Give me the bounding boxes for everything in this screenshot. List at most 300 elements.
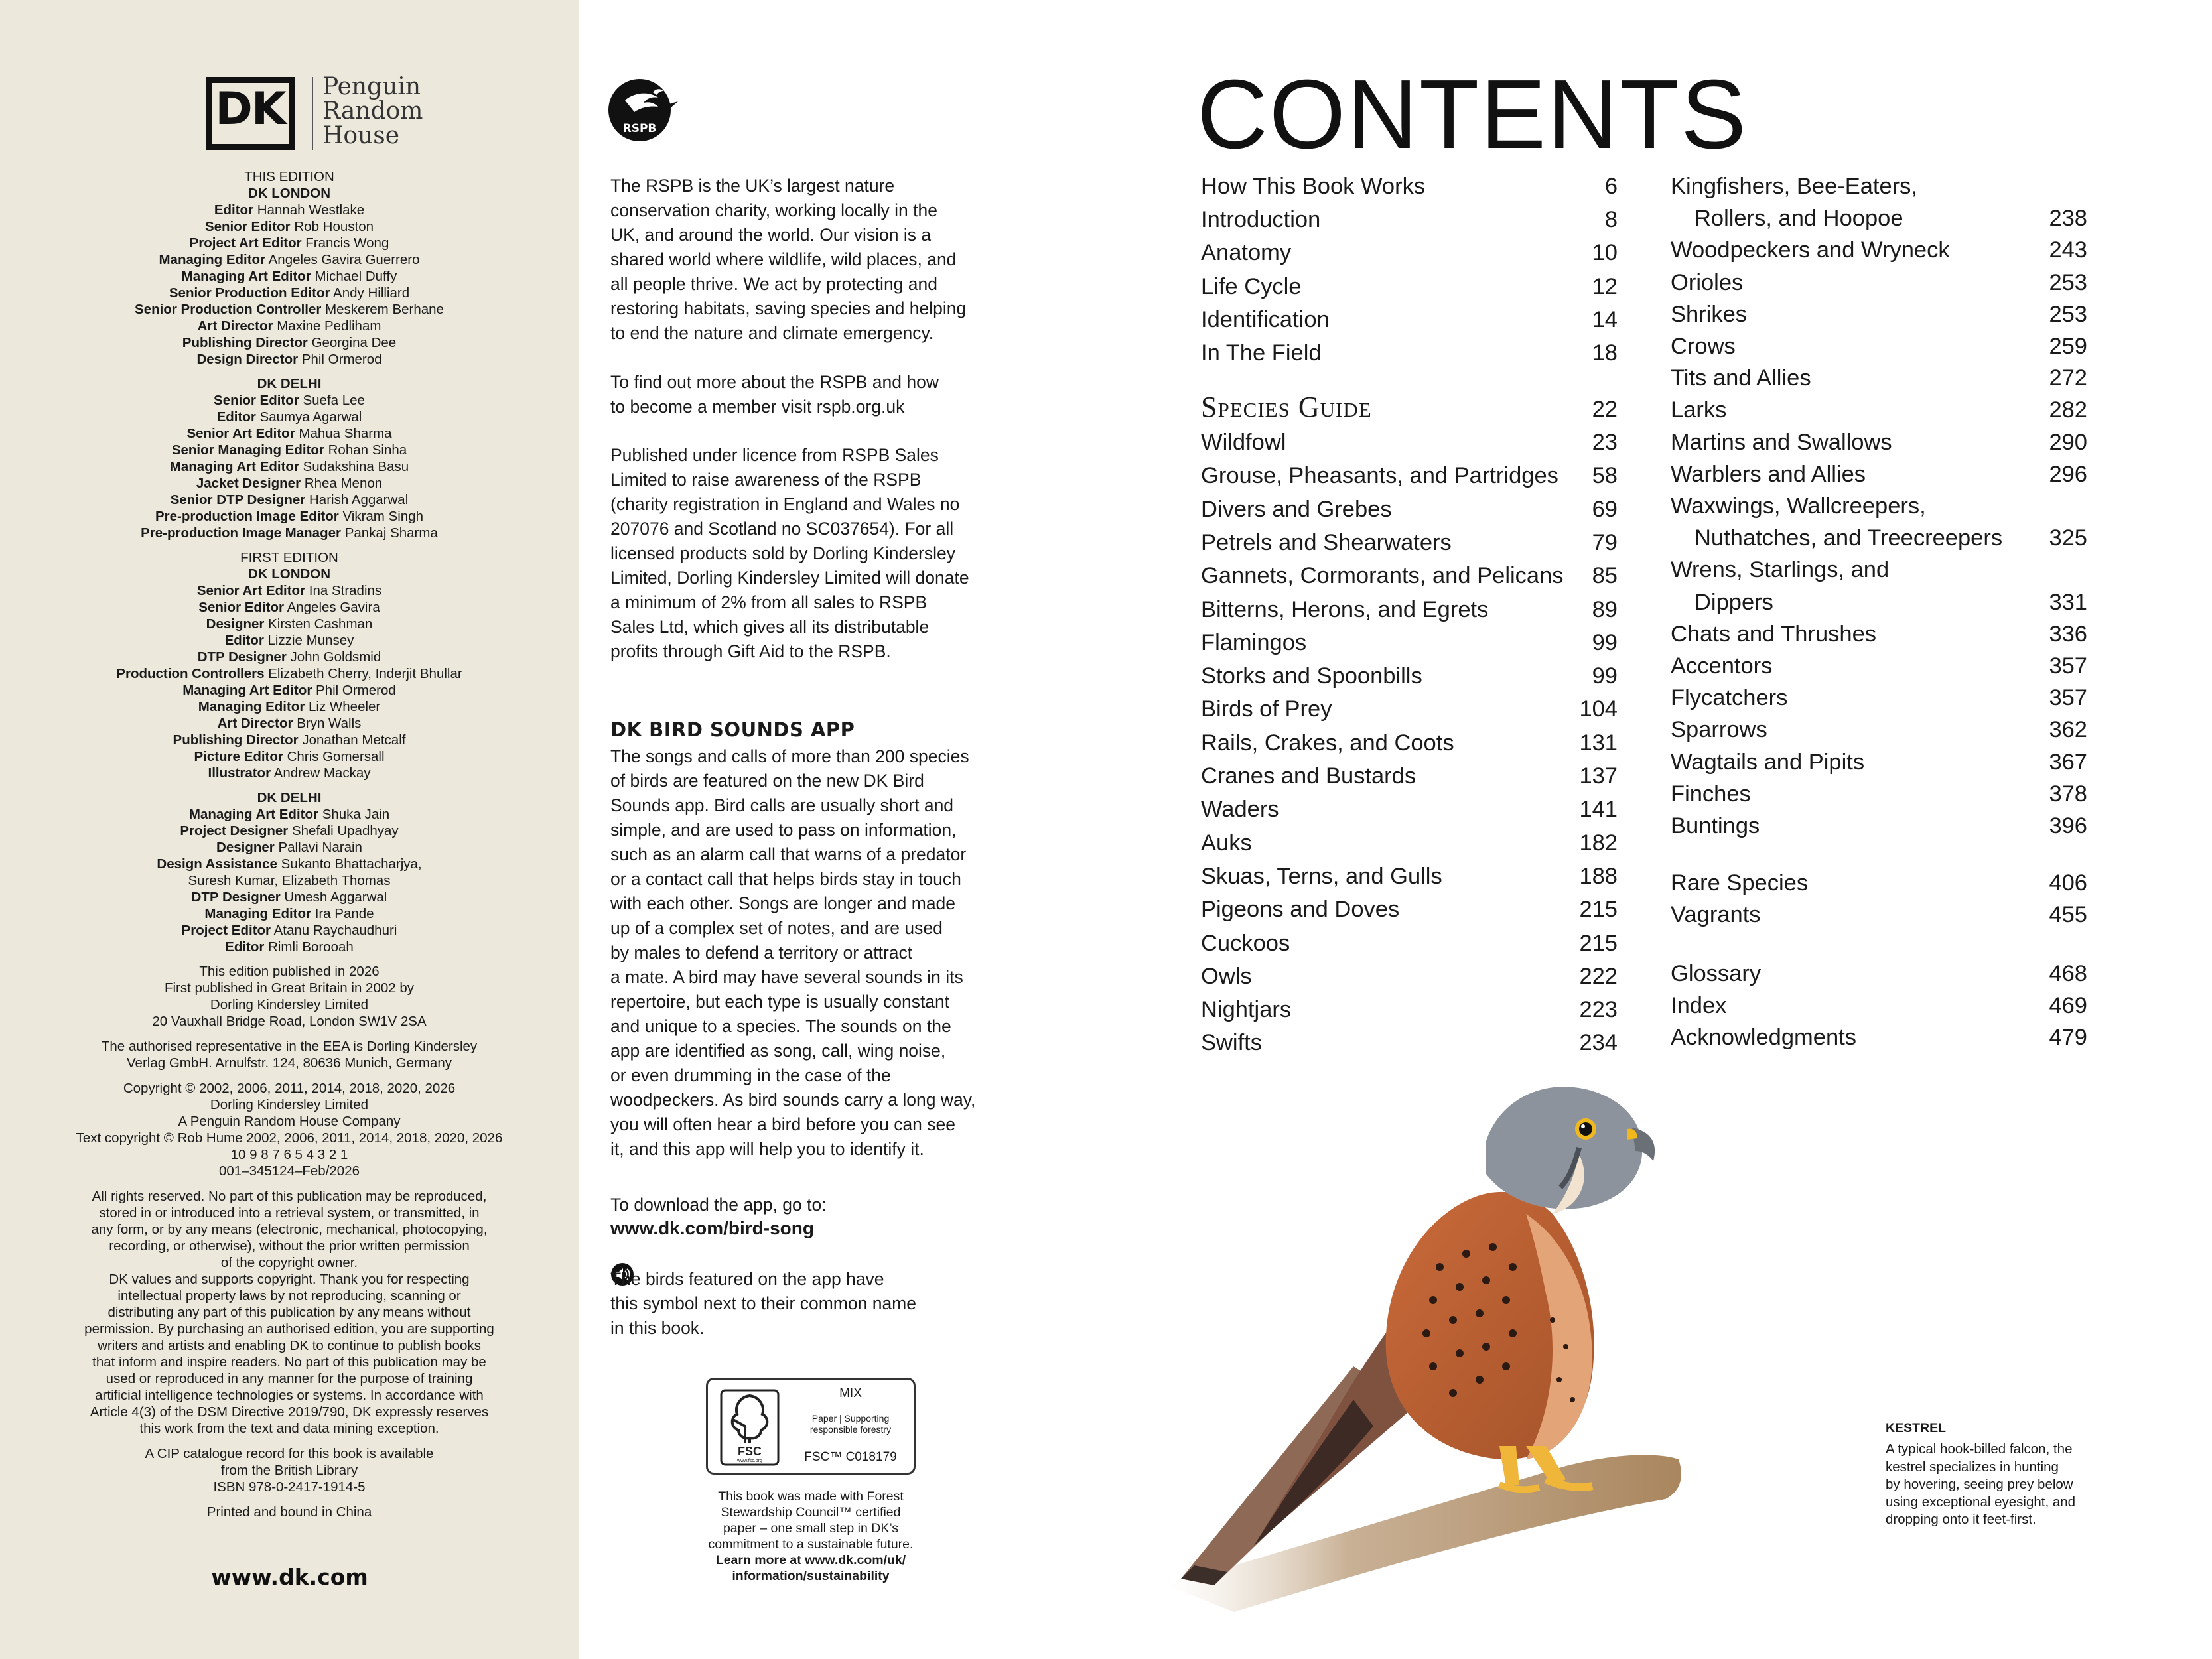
toc-page-number: 79 <box>1592 529 1618 555</box>
text-line: to end the nature and climate emergency. <box>610 323 934 343</box>
text-line: intellectual property laws by not reproducing, scanning or <box>117 1288 461 1303</box>
svg-text:RSPB: RSPB <box>622 122 657 135</box>
text-line: Sounds app. Bird calls are usually short and <box>610 795 954 815</box>
credit-name: Rimli Borooah <box>268 939 354 955</box>
text-line: A Penguin Random House Company <box>178 1114 401 1129</box>
text-line: permission. By purchasing an authorised edition, you are supporting <box>84 1321 494 1337</box>
text-line: distributing any part of this publication by any means without <box>107 1305 471 1320</box>
toc-entry[interactable]: Chats and Thrushes <box>1671 621 1877 647</box>
credit-role: Managing Art Editor <box>188 807 318 822</box>
credit-name: Rohan Sinha <box>328 442 407 458</box>
credit-name: Lizzie Munsey <box>267 633 354 648</box>
credit-role: Designer <box>216 840 275 855</box>
text-line: Verlag GmbH. Arnulfstr. 124, 80636 Munich, Germany <box>127 1055 452 1071</box>
printed-in: Printed and bound in China <box>206 1504 372 1520</box>
text-line: using exceptional eyesight, and <box>1886 1494 2076 1510</box>
credit-line <box>53 823 525 839</box>
toc-entry[interactable]: Introduction <box>1201 207 1321 233</box>
logo-divider <box>312 77 313 150</box>
text-line: Sales Ltd, which gives all its distributable <box>610 617 930 637</box>
cip-record <box>53 1445 525 1495</box>
toc-entry[interactable]: Flamingos <box>1201 630 1307 655</box>
toc-page-number: 253 <box>2049 269 2087 295</box>
this-edition-heading: THIS EDITION <box>244 169 334 184</box>
toc-page-number: 215 <box>1579 930 1618 956</box>
toc-page-number: 396 <box>2049 813 2087 838</box>
credit-role: Senior Editor <box>214 393 299 408</box>
text-line: The birds featured on the app have <box>610 1269 884 1289</box>
contents-title: CONTENTS <box>1197 60 1748 169</box>
text-line: Published under licence from RSPB Sales <box>610 445 939 465</box>
toc-page-number: 14 <box>1592 306 1618 332</box>
credit-line <box>53 649 525 665</box>
credit-role: Senior Production Editor <box>169 285 330 300</box>
text-line: 001–345124–Feb/2026 <box>218 1163 360 1179</box>
toc-page-number: 222 <box>1579 963 1618 989</box>
credit-name: Andrew Mackay <box>273 765 371 781</box>
toc-entry[interactable]: Orioles <box>1671 269 1744 295</box>
credit-name: Angeles Gavira Guerrero <box>268 252 420 267</box>
credit-role: Jacket Designer <box>196 476 301 491</box>
fsc-mix: MIX <box>839 1386 862 1400</box>
toc-page-number: 131 <box>1579 730 1618 756</box>
text-line: 10 9 8 7 6 5 4 3 2 1 <box>230 1147 348 1162</box>
text-line: UK, and around the world. Our vision is a <box>610 225 932 245</box>
credit-line <box>53 442 525 458</box>
this-edition-london <box>53 168 525 367</box>
credit-name: Angeles Gavira <box>287 600 380 615</box>
toc-entry[interactable]: Vagrants <box>1671 902 1761 928</box>
toc-entry[interactable]: Larks <box>1671 397 1727 423</box>
text-line: A typical hook-billed falcon, the <box>1886 1441 2073 1457</box>
credit-name: Suefa Lee <box>303 393 365 408</box>
credit-role: Publishing Director <box>173 732 299 748</box>
text-line: in this book. <box>610 1318 705 1338</box>
toc-entry[interactable]: Skuas, Terns, and Gulls <box>1201 863 1442 889</box>
toc-page-number: 406 <box>2049 870 2087 896</box>
toc-entry[interactable]: Index <box>1671 992 1727 1018</box>
toc-entry[interactable]: Nuthatches, and Treecreepers <box>1694 525 2003 551</box>
credit-role: Senior Production Controller <box>135 302 322 317</box>
text-line: that inform and inspire readers. No part of this publication may be <box>92 1355 486 1370</box>
credit-line <box>53 839 525 856</box>
text-line: ISBN 978-0-2417-1914-5 <box>213 1479 366 1494</box>
toc-entry[interactable]: Wrens, Starlings, and <box>1671 557 1890 583</box>
credit-role: Designer <box>206 616 265 631</box>
credit-role: Senior Art Editor <box>196 583 306 598</box>
credit-line <box>53 889 525 905</box>
credit-role: Pre-production Image Editor <box>155 509 339 524</box>
credit-name: Phil Ormerod <box>301 352 382 367</box>
toc-entry[interactable]: Divers and Grebes <box>1201 496 1392 522</box>
credit-line <box>53 715 525 732</box>
toc-entry[interactable]: Birds of Prey <box>1201 697 1332 722</box>
toc-page-number: 104 <box>1579 697 1618 722</box>
text-line: (charity registration in England and Wales no <box>610 494 960 514</box>
credit-name: Andy Hilliard <box>333 285 410 300</box>
fsc-tree-icon <box>720 1389 780 1466</box>
toc-entry[interactable]: Rollers, and Hoopoe <box>1694 206 1903 232</box>
credit-name: Bryn Walls <box>297 716 362 731</box>
toc-entry[interactable]: Kingfishers, Bee-Eaters, <box>1671 174 1918 199</box>
toc-page-number: 259 <box>2049 334 2087 359</box>
species-guide-page: 22 <box>1592 397 1618 422</box>
toc-entry[interactable]: Pigeons and Doves <box>1201 897 1400 923</box>
credit-role: Managing Art Editor <box>181 269 311 284</box>
credit-role: Senior DTP Designer <box>170 492 306 507</box>
rspb-description <box>610 174 1035 346</box>
toc-entry[interactable]: Anatomy <box>1201 240 1292 266</box>
text-line: Limited to raise awareness of the RSPB <box>610 470 922 490</box>
text-line: restoring habitats, saving species and helping <box>610 299 967 318</box>
credit-role: Project Editor <box>181 923 271 938</box>
toc-entry[interactable]: Accentors <box>1671 653 1773 679</box>
text-line: such as an alarm call that warns of a predator <box>610 844 967 864</box>
toc-entry[interactable]: Owls <box>1201 963 1252 989</box>
text-line: The songs and calls of more than 200 species <box>610 746 969 766</box>
kestrel-caption <box>1886 1441 2075 1529</box>
credit-name: Pallavi Narain <box>278 840 362 855</box>
toc-page-number: 12 <box>1592 273 1618 299</box>
toc-entry[interactable]: Petrels and Shearwaters <box>1201 529 1452 555</box>
credit-name: Meskerem Berhane <box>325 302 444 317</box>
text-line: First published in Great Britain in 2002 by <box>164 980 415 996</box>
credit-role: Managing Editor <box>204 906 311 921</box>
text-line: by hovering, seeing prey below <box>1886 1477 2073 1492</box>
text-line: All rights reserved. No part of this publication may be reproduced, <box>92 1189 487 1204</box>
first-edition-heading: FIRST EDITION <box>240 550 338 565</box>
text-line: woodpeckers. As bird sounds carry a long way, <box>610 1090 976 1110</box>
text-line: Stewardship Council™ certified <box>721 1505 901 1520</box>
dk-website[interactable]: www.dk.com <box>211 1564 368 1590</box>
toc-entry[interactable]: Waders <box>1201 797 1279 823</box>
text-line: up of a complex set of notes, and are used <box>610 918 943 938</box>
credit-name: Shefali Upadhyay <box>291 823 399 838</box>
svg-text:www.fsc.org: www.fsc.org <box>737 1459 762 1463</box>
credit-name: John Goldsmid <box>290 649 381 665</box>
text-line: stored in or introduced into a retrieval system, or transmitted, in <box>99 1205 480 1221</box>
text-line: a mate. A bird may have several sounds in its <box>610 967 963 987</box>
toc-page-number: 468 <box>2049 961 2087 986</box>
kestrel-caption-title: KESTREL <box>1886 1421 1947 1435</box>
credit-role: Managing Art Editor <box>182 683 312 698</box>
text-line: used or reproduced in any manner for the purpose of training <box>105 1371 473 1386</box>
text-line: commitment to a sustainable future. <box>708 1537 914 1552</box>
credit-role: Pre-production Image Manager <box>141 525 341 541</box>
toc-entry[interactable]: Cranes and Bustards <box>1201 763 1417 789</box>
credit-line <box>53 599 525 616</box>
toc-entry[interactable]: Rare Species <box>1671 870 1809 896</box>
credit-line <box>53 218 525 235</box>
text-line: paper – one small step in DK’s <box>723 1521 899 1536</box>
credit-name: Francis Wong <box>305 235 389 251</box>
species-guide-heading[interactable]: Species Guide <box>1201 391 1372 423</box>
credit-name: Phil Ormerod <box>316 683 396 698</box>
toc-page-number: 357 <box>2049 653 2087 679</box>
toc-entry[interactable]: Finches <box>1671 781 1751 807</box>
credit-role: Project Designer <box>180 823 289 838</box>
credit-line <box>53 525 525 541</box>
credit-line <box>53 235 525 251</box>
credit-name: Liz Wheeler <box>309 699 381 714</box>
toc-page-number: 10 <box>1592 240 1618 266</box>
toc-entry[interactable]: Shrikes <box>1671 301 1748 327</box>
credit-role: DTP Designer <box>197 649 287 665</box>
toc-entry[interactable]: Rails, Crakes, and Coots <box>1201 730 1454 756</box>
text-line: Dorling Kindersley Limited <box>210 1097 369 1112</box>
credit-role: Editor <box>224 633 264 648</box>
toc-page-number: 253 <box>2049 301 2087 327</box>
text-line: a minimum of 2% from all sales to RSPB <box>610 592 928 612</box>
credit-role: Design Director <box>196 352 299 367</box>
credit-name: Maxine Pedliham <box>277 318 381 334</box>
dk-delhi-heading: DK DELHI <box>257 790 322 805</box>
eea-representative <box>53 1038 525 1071</box>
credit-line <box>53 939 525 955</box>
toc-entry[interactable]: Acknowledgments <box>1671 1025 1856 1050</box>
credit-name: Atanu Raychaudhuri <box>273 923 397 938</box>
toc-entry[interactable]: Gannets, Cormorants, and Pelicans <box>1201 563 1564 589</box>
credit-name: Saumya Agarwal <box>259 409 362 425</box>
text-line: This edition published in 2026 <box>199 964 380 979</box>
text-line: dropping onto it feet-first. <box>1886 1512 2036 1527</box>
toc-page-number: 188 <box>1579 863 1618 889</box>
text-line: repertoire, but each type is usually constant <box>610 992 950 1012</box>
dk-delhi-heading: DK DELHI <box>257 376 322 391</box>
rspb-membership <box>610 370 1035 419</box>
credit-line <box>53 748 525 765</box>
toc-page-number: 367 <box>2049 749 2087 775</box>
rights-notice <box>53 1188 525 1437</box>
text-line: Learn more at www.dk.com/uk/ <box>715 1553 906 1567</box>
text-line: Dorling Kindersley Limited <box>210 997 369 1012</box>
credit-role: Senior Art Editor <box>186 426 295 441</box>
toc-page-number: 336 <box>2049 621 2087 647</box>
credit-name: Vikram Singh <box>342 509 424 524</box>
credit-role: Managing Editor <box>198 699 305 714</box>
credit-line <box>53 665 525 682</box>
credit-role: Senior Managing Editor <box>171 442 324 458</box>
symbol-note <box>610 1267 1035 1341</box>
toc-page-number: 18 <box>1592 340 1618 365</box>
credit-name: Umesh Aggarwal <box>284 890 387 905</box>
toc-page-number: 362 <box>2049 717 2087 743</box>
toc-entry[interactable]: Nightjars <box>1201 997 1292 1023</box>
credit-line <box>53 508 525 525</box>
toc-page-number: 331 <box>2049 589 2087 615</box>
text-line: DK values and supports copyright. Thank you for respecting <box>109 1272 470 1287</box>
rspb-logo <box>605 78 679 143</box>
toc-page-number: 282 <box>2049 397 2087 423</box>
text-line: this symbol next to their common name <box>610 1294 916 1313</box>
text-line: or even drumming in the case of the <box>610 1065 891 1085</box>
toc-entry[interactable]: Wildfowl <box>1201 430 1286 455</box>
toc-entry[interactable]: Glossary <box>1671 961 1762 986</box>
toc-page-number: 479 <box>2049 1025 2087 1050</box>
toc-entry[interactable]: Bitterns, Herons, and Egrets <box>1201 596 1489 622</box>
text-line: with each other. Songs are longer and made <box>610 894 956 913</box>
toc-page-number: 89 <box>1592 596 1618 622</box>
credit-line <box>53 251 525 268</box>
credit-name: Ira Pande <box>314 906 374 921</box>
credit-role: Illustrator <box>208 765 271 781</box>
publisher-logos <box>206 74 451 154</box>
toc-page-number: 234 <box>1579 1030 1618 1056</box>
fsc-paper: Paper | Supporting responsible forestry <box>809 1413 892 1435</box>
toc-entry[interactable]: Grouse, Pheasants, and Partridges <box>1201 463 1558 489</box>
credit-line <box>53 285 525 301</box>
text-line: writers and artists and enabling DK to continue to publish books <box>98 1338 481 1353</box>
dk-logo: DK <box>206 77 295 150</box>
credit-line <box>53 806 525 823</box>
text-line: This book was made with Forest <box>718 1489 904 1504</box>
text-line: you will often hear a bird before you can see <box>610 1114 956 1134</box>
credit-line <box>53 765 525 781</box>
toc-entry[interactable]: Wagtails and Pipits <box>1671 749 1865 775</box>
credit-name: Sukanto Bhattacharjya, <box>281 856 422 872</box>
text-line: licensed products sold by Dorling Kindersley <box>610 543 955 563</box>
toc-entry[interactable]: Warblers and Allies <box>1671 461 1866 487</box>
text-line: recording, or otherwise), without the prior written permission <box>109 1238 470 1254</box>
text-line: to become a member visit rspb.org.uk <box>610 397 905 417</box>
toc-entry[interactable]: Tits and Allies <box>1671 365 1811 391</box>
credit-list <box>53 806 525 955</box>
toc-page-number: 357 <box>2049 685 2087 711</box>
credit-name: Rob Houston <box>294 219 374 234</box>
text-line: conservation charity, working locally in the <box>610 200 937 220</box>
toc-entry[interactable]: How This Book Works <box>1201 174 1426 199</box>
credit-name: Rhea Menon <box>304 476 383 491</box>
text-line: of the copyright owner. <box>220 1255 358 1270</box>
text-line: it, and this app will help you to identify it. <box>610 1139 924 1159</box>
credit-line <box>53 301 525 318</box>
toc-entry[interactable]: In The Field <box>1201 340 1322 365</box>
credit-line <box>53 872 525 889</box>
toc-entry[interactable]: Storks and Spoonbills <box>1201 663 1422 689</box>
credit-line <box>53 492 525 508</box>
text-line: from the British Library <box>220 1463 358 1478</box>
text-line: and unique to a species. The sounds on the <box>610 1016 951 1036</box>
download-link[interactable]: www.dk.com/bird-song <box>610 1218 814 1238</box>
toc-entry[interactable]: Crows <box>1671 334 1736 359</box>
toc-entry[interactable]: Flycatchers <box>1671 685 1788 711</box>
toc-entry[interactable]: Woodpeckers and Wryneck <box>1671 237 1950 263</box>
credit-line <box>53 475 525 492</box>
credit-line <box>53 392 525 409</box>
credit-line <box>53 616 525 632</box>
credit-line <box>53 409 525 425</box>
toc-page-number: 469 <box>2049 992 2087 1018</box>
toc-page-number: 378 <box>2049 781 2087 807</box>
credit-role: Art Director <box>217 716 293 731</box>
credit-role: Editor <box>216 409 256 425</box>
credit-line <box>53 458 525 475</box>
credit-name: Mahua Sharma <box>299 426 392 441</box>
toc-page-number: 8 <box>1604 207 1618 233</box>
toc-entry[interactable]: Sparrows <box>1671 717 1767 743</box>
toc-page-number: 290 <box>2049 429 2087 455</box>
credit-role: Project Art Editor <box>189 235 302 251</box>
text-line: app are identified as song, call, wing noise, <box>610 1041 946 1061</box>
toc-page-number: 99 <box>1592 630 1618 655</box>
credit-name: Shuka Jain <box>322 807 390 822</box>
text-line: of birds are featured on the new DK Bird <box>610 771 924 791</box>
toc-page-number: 141 <box>1579 797 1618 823</box>
credit-line <box>53 334 525 351</box>
toc-page-number: 99 <box>1592 663 1618 689</box>
credit-name: Georgina Dee <box>311 335 397 350</box>
app-heading: DK BIRD SOUNDS APP <box>610 718 855 741</box>
toc-entry[interactable]: Auks <box>1201 830 1252 856</box>
toc-page-number: 6 <box>1604 174 1618 199</box>
text-line: information/sustainability <box>732 1569 890 1583</box>
text-line: Copyright © 2002, 2006, 2011, 2014, 2018, 2020, 2026 <box>123 1081 456 1096</box>
fsc-learn-more[interactable] <box>677 1552 945 1584</box>
credit-role: Picture Editor <box>194 749 283 764</box>
toc-page-number: 325 <box>2049 525 2087 551</box>
credit-line <box>53 682 525 698</box>
credit-line <box>53 732 525 748</box>
credit-role: Managing Art Editor <box>169 459 299 474</box>
dk-london-heading: DK LONDON <box>247 186 331 201</box>
credit-role: Managing Editor <box>159 252 266 267</box>
this-edition-delhi <box>53 375 525 541</box>
toc-entry[interactable]: Dippers <box>1694 589 1773 615</box>
credit-line <box>53 582 525 599</box>
text-line: this work from the text and data mining exception. <box>139 1421 439 1436</box>
credit-line <box>53 202 525 218</box>
imprint-panel <box>0 0 579 1659</box>
toc-entry[interactable]: Swifts <box>1201 1030 1263 1056</box>
toc-entry[interactable]: Identification <box>1201 306 1330 332</box>
copyright-notice <box>53 1080 525 1179</box>
toc-page-number: 238 <box>2049 206 2087 232</box>
toc-page-number: 296 <box>2049 461 2087 487</box>
credit-name: Pankaj Sharma <box>344 525 438 541</box>
credit-role: Editor <box>214 202 254 218</box>
toc-page-number: 137 <box>1579 763 1618 789</box>
credit-name: Michael Duffy <box>314 269 397 284</box>
text-line: artificial intelligence technologies or systems. In accordance with <box>95 1388 484 1403</box>
credit-role: Publishing Director <box>182 335 308 350</box>
credit-name: Elizabeth Cherry, Inderjit Bhullar <box>268 666 462 681</box>
text-line: The authorised representative in the EEA is Dorling Kindersley <box>101 1039 478 1054</box>
credit-name: Suresh Kumar, Elizabeth Thomas <box>188 873 391 888</box>
fsc-code: FSC™ C018179 <box>804 1450 897 1464</box>
credit-line <box>53 632 525 649</box>
penguin-random-house-logo: Penguin Random House <box>322 73 423 149</box>
toc-page-number: 23 <box>1592 430 1618 455</box>
licence-note <box>610 443 1035 664</box>
fsc-caption <box>677 1489 945 1584</box>
text-line: Text copyright © Rob Hume 2002, 2006, 2011, 2014, 2018, 2020, 2026 <box>76 1130 503 1146</box>
first-edition-london <box>53 549 525 781</box>
svg-text:FSC: FSC <box>738 1445 762 1458</box>
credit-line <box>53 922 525 939</box>
credit-role: DTP Designer <box>191 890 281 905</box>
publication-info <box>53 963 525 1029</box>
toc-entry[interactable]: Life Cycle <box>1201 273 1302 299</box>
toc-entry[interactable]: Cuckoos <box>1201 930 1290 956</box>
text-line: shared world where wildlife, wild places, and <box>610 249 957 269</box>
toc-entry[interactable]: Waxwings, Wallcreepers, <box>1671 494 1926 519</box>
toc-entry[interactable]: Buntings <box>1671 813 1760 838</box>
toc-page-number: 272 <box>2049 365 2087 391</box>
credit-role: Editor <box>225 939 265 955</box>
credit-name: Sudakshina Basu <box>303 459 409 474</box>
toc-entry[interactable]: Martins and Swallows <box>1671 429 1892 455</box>
credit-line <box>53 698 525 715</box>
